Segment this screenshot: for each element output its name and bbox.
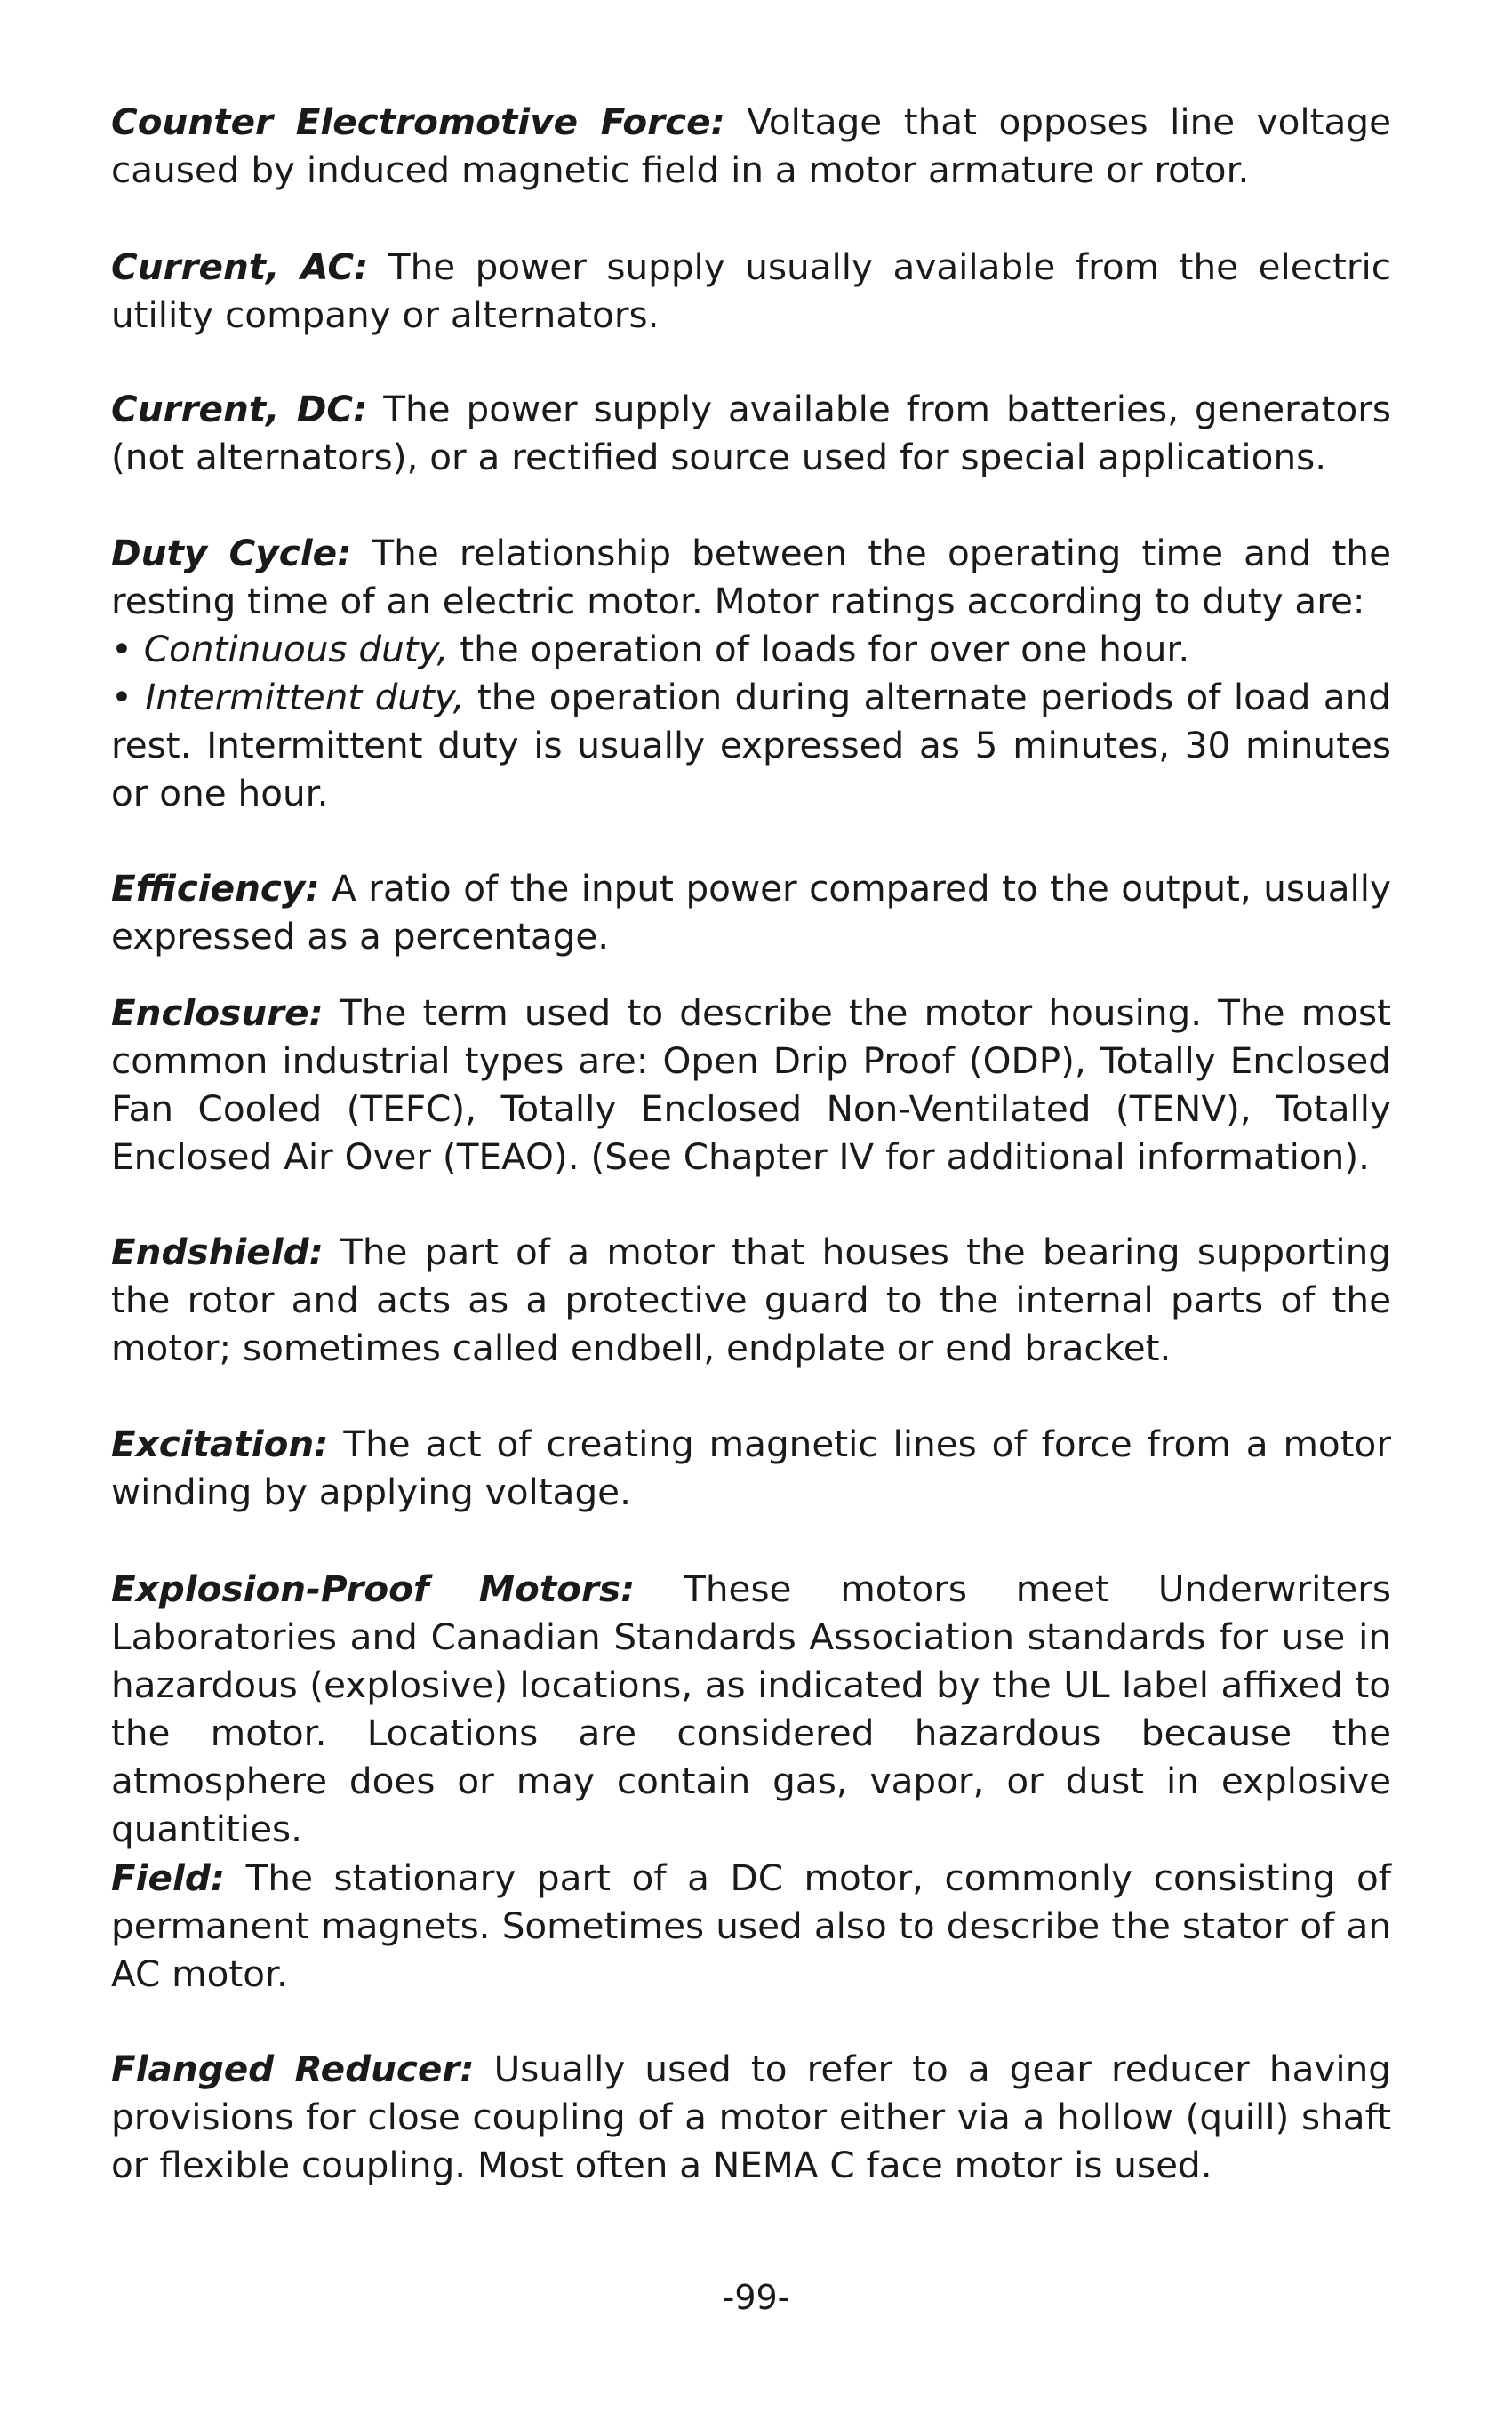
entry-definition: Usually used to refer to a gear reducer having provisions for close coupling of a motor either via a hollow (quill) shaft or flexible coupling. Most often a NEMA C face motor is used. <box>111 2048 1391 2186</box>
bullet-item <box>111 625 1391 673</box>
entry-term: Explosion-Proof Motors: <box>111 1567 636 1610</box>
entry-term: Enclosure: <box>111 991 324 1034</box>
entry-term: Current, AC: <box>111 245 369 288</box>
entry-definition: The power supply usually available from the electric utility company or alternators. <box>111 245 1391 336</box>
entry-field <box>111 1854 1391 1998</box>
entry-definition: The act of creating magnetic lines of force from a motor winding by applying voltage. <box>111 1423 1391 1513</box>
entry-current-dc <box>111 385 1391 481</box>
entry-term: Excitation: <box>111 1423 329 1465</box>
entry-term: Flanged Reducer: <box>111 2048 475 2090</box>
bullet-glyph: • <box>111 676 146 718</box>
entry-definition: The term used to describe the motor housing. The most common industrial types are: Open Drip Proof (ODP), Totally Enclosed Fan Cooled (TEFC), Totally Enclosed Non-Ventilated (TENV), Totally Enclosed Air Over (TEAO). (See Chapter IV for additional information). <box>111 991 1391 1178</box>
entry-term: Field: <box>111 1856 226 1899</box>
entry-term: Endshield: <box>111 1231 324 1273</box>
entry-term: Efficiency: <box>111 867 320 910</box>
entry-endshield <box>111 1228 1391 1372</box>
entry-efficiency <box>111 864 1391 960</box>
entry-current-ac <box>111 243 1391 339</box>
entry-definition: Voltage that opposes line voltage caused by induced magnetic field in a motor armature or rotor. <box>111 100 1391 191</box>
bullet-term: Intermittent duty, <box>145 676 465 718</box>
bullet-item <box>111 673 1391 817</box>
entry-flanged-reducer <box>111 2045 1391 2189</box>
bullet-term: Continuous duty, <box>143 628 449 670</box>
entry-term: Counter Electromotive Force: <box>111 100 725 143</box>
entry-duty-cycle <box>111 529 1391 817</box>
entry-definition: The stationary part of a DC motor, commonly consisting of permanent magnets. Sometimes used also to describe the stator of an AC motor. <box>111 1856 1391 1995</box>
entry-explosion-proof <box>111 1565 1391 1853</box>
entry-definition: The power supply available from batteries, generators (not alternators), or a rectified source used for special applications. <box>111 388 1391 478</box>
entry-counter-emf <box>111 98 1391 194</box>
entry-definition: These motors meet Underwriters Laboratories and Canadian Standards Association standards for use in hazardous (explosive) locations, as indicated by the UL label affixed to the motor. Locations are considered hazardous because the atmosphere does or may contain gas, vapor, or dust in explosive quantities. <box>111 1567 1391 1850</box>
entry-definition: The relationship between the operating time and the resting time of an electric motor. Motor ratings according to duty are: <box>111 532 1391 622</box>
entry-definition: A ratio of the input power compared to the output, usually expressed as a percentage. <box>111 867 1391 958</box>
page-number: -99- <box>722 2278 790 2317</box>
bullet-glyph: • <box>111 628 144 670</box>
entry-term: Duty Cycle: <box>111 532 352 574</box>
bullet-text: the operation of loads for over one hour. <box>448 628 1190 670</box>
bullet-text: the operation during alternate periods of load and rest. Intermittent duty is usually expressed as 5 minutes, 30 minutes or one hour. <box>111 676 1391 814</box>
entry-enclosure <box>111 989 1391 1181</box>
entry-definition: The part of a motor that houses the bearing supporting the rotor and acts as a protective guard to the internal parts of the motor; sometimes called endbell, endplate or end bracket. <box>111 1231 1391 1369</box>
entry-excitation <box>111 1420 1391 1516</box>
entry-term: Current, DC: <box>111 388 368 430</box>
